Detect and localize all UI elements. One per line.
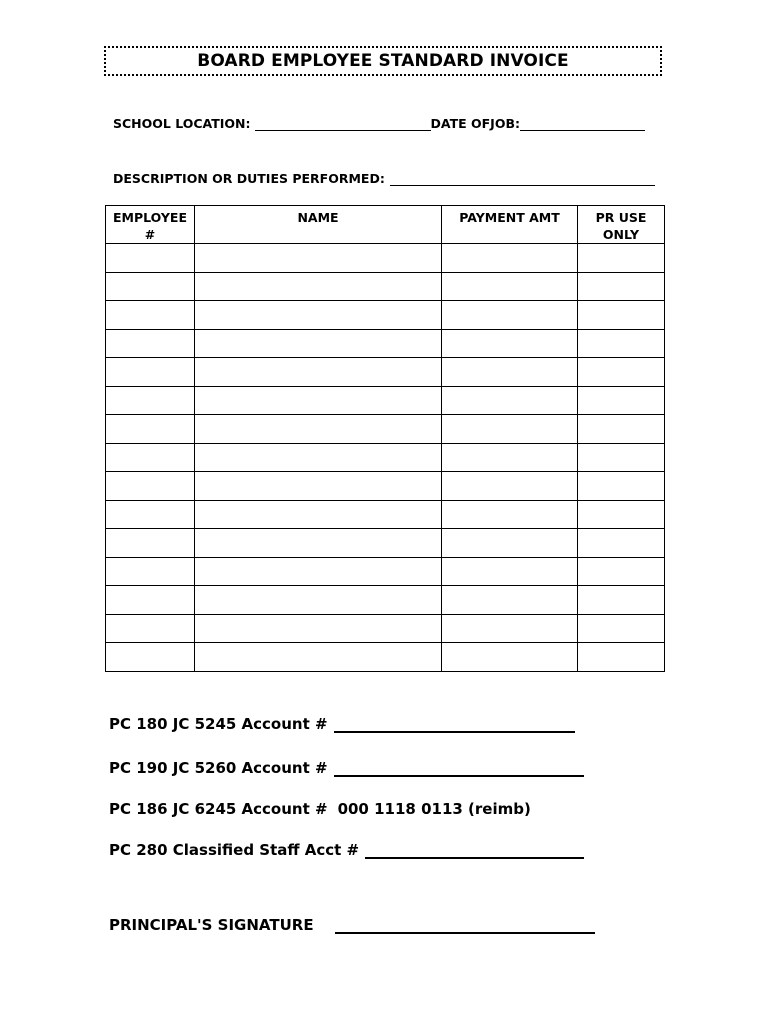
cell-employee-number[interactable] [106, 358, 195, 387]
cell-payment-amt[interactable] [442, 643, 578, 672]
cell-pr-use-only[interactable] [578, 358, 665, 387]
school-date-row [113, 116, 645, 131]
cell-employee-number[interactable] [106, 500, 195, 529]
table-row [106, 557, 665, 586]
table-row [106, 614, 665, 643]
cell-employee-number[interactable] [106, 329, 195, 358]
table-row [106, 272, 665, 301]
cell-name[interactable] [195, 329, 442, 358]
cell-payment-amt[interactable] [442, 586, 578, 615]
cell-employee-number[interactable] [106, 415, 195, 444]
cell-employee-number[interactable] [106, 472, 195, 501]
table-header-row [106, 206, 665, 244]
cell-name[interactable] [195, 301, 442, 330]
cell-name[interactable] [195, 557, 442, 586]
cell-pr-use-only[interactable] [578, 443, 665, 472]
account-3-value: 000 1118 0113 (reimb) [337, 800, 531, 818]
table-row [106, 358, 665, 387]
account-1-field[interactable] [334, 717, 575, 733]
cell-payment-amt[interactable] [442, 272, 578, 301]
table-row [106, 329, 665, 358]
header-pr-only-text: ONLY [602, 227, 640, 242]
cell-pr-use-only[interactable] [578, 415, 665, 444]
school-location-field[interactable] [255, 118, 431, 131]
table-row [106, 586, 665, 615]
cell-name[interactable] [195, 529, 442, 558]
cell-payment-amt[interactable] [442, 472, 578, 501]
account-2-label: PC 190 JC 5260 Account # [109, 759, 328, 777]
table-row [106, 443, 665, 472]
header-payment-amt: PAYMENT AMT [442, 206, 578, 244]
cell-pr-use-only[interactable] [578, 244, 665, 273]
cell-pr-use-only[interactable] [578, 386, 665, 415]
cell-payment-amt[interactable] [442, 557, 578, 586]
description-label: DESCRIPTION OR DUTIES PERFORMED: [113, 171, 385, 186]
cell-pr-use-only[interactable] [578, 272, 665, 301]
header-pr-use-text: PR USE [595, 210, 647, 225]
cell-payment-amt[interactable] [442, 358, 578, 387]
table-row [106, 415, 665, 444]
cell-pr-use-only[interactable] [578, 643, 665, 672]
cell-payment-amt[interactable] [442, 386, 578, 415]
account-4-label: PC 280 Classified Staff Acct # [109, 841, 360, 859]
cell-pr-use-only[interactable] [578, 529, 665, 558]
table-row [106, 529, 665, 558]
description-row [113, 171, 655, 186]
table-body [106, 244, 665, 672]
date-of-job-label: DATE OFJOB: [430, 116, 520, 131]
table-row [106, 472, 665, 501]
cell-pr-use-only[interactable] [578, 500, 665, 529]
description-field[interactable] [390, 173, 655, 186]
cell-pr-use-only[interactable] [578, 586, 665, 615]
cell-payment-amt[interactable] [442, 500, 578, 529]
cell-name[interactable] [195, 643, 442, 672]
cell-employee-number[interactable] [106, 301, 195, 330]
cell-payment-amt[interactable] [442, 443, 578, 472]
cell-employee-number[interactable] [106, 643, 195, 672]
header-pr-use-only [578, 206, 665, 244]
cell-employee-number[interactable] [106, 614, 195, 643]
cell-employee-number[interactable] [106, 586, 195, 615]
table-row [106, 301, 665, 330]
account-1-label: PC 180 JC 5245 Account # [109, 715, 328, 733]
account-row-3 [109, 800, 531, 818]
header-name: NAME [195, 206, 442, 244]
cell-pr-use-only[interactable] [578, 557, 665, 586]
header-employee-hash: # [144, 227, 156, 242]
date-of-job-field[interactable] [520, 118, 645, 131]
cell-name[interactable] [195, 443, 442, 472]
cell-payment-amt[interactable] [442, 301, 578, 330]
cell-employee-number[interactable] [106, 529, 195, 558]
cell-name[interactable] [195, 586, 442, 615]
cell-payment-amt[interactable] [442, 415, 578, 444]
cell-name[interactable] [195, 500, 442, 529]
account-4-field[interactable] [365, 843, 584, 859]
school-location-label: SCHOOL LOCATION: [113, 116, 251, 131]
account-row-2 [109, 759, 584, 777]
cell-payment-amt[interactable] [442, 529, 578, 558]
table-row [106, 386, 665, 415]
cell-employee-number[interactable] [106, 272, 195, 301]
cell-name[interactable] [195, 358, 442, 387]
cell-name[interactable] [195, 244, 442, 273]
cell-payment-amt[interactable] [442, 329, 578, 358]
cell-pr-use-only[interactable] [578, 301, 665, 330]
header-employee-text: EMPLOYEE [113, 210, 187, 225]
cell-name[interactable] [195, 386, 442, 415]
account-row-1 [109, 715, 575, 733]
table-row [106, 500, 665, 529]
cell-payment-amt[interactable] [442, 614, 578, 643]
signature-label: PRINCIPAL'S SIGNATURE [109, 916, 314, 934]
cell-employee-number[interactable] [106, 386, 195, 415]
employee-table [105, 205, 665, 672]
cell-pr-use-only[interactable] [578, 472, 665, 501]
signature-field[interactable] [335, 918, 595, 934]
table-row [106, 643, 665, 672]
cell-name[interactable] [195, 272, 442, 301]
document-title: BOARD EMPLOYEE STANDARD INVOICE [197, 51, 569, 71]
cell-name[interactable] [195, 415, 442, 444]
cell-pr-use-only[interactable] [578, 614, 665, 643]
account-row-4 [109, 841, 584, 859]
cell-employee-number[interactable] [106, 443, 195, 472]
cell-pr-use-only[interactable] [578, 329, 665, 358]
account-3-label: PC 186 JC 6245 Account # [109, 800, 328, 818]
cell-name[interactable] [195, 472, 442, 501]
header-employee-number [106, 206, 195, 244]
account-2-field[interactable] [334, 761, 584, 777]
cell-employee-number[interactable] [106, 557, 195, 586]
table-row [106, 244, 665, 273]
cell-name[interactable] [195, 614, 442, 643]
cell-payment-amt[interactable] [442, 244, 578, 273]
signature-row [109, 916, 595, 934]
cell-employee-number[interactable] [106, 244, 195, 273]
title-box [104, 46, 662, 76]
